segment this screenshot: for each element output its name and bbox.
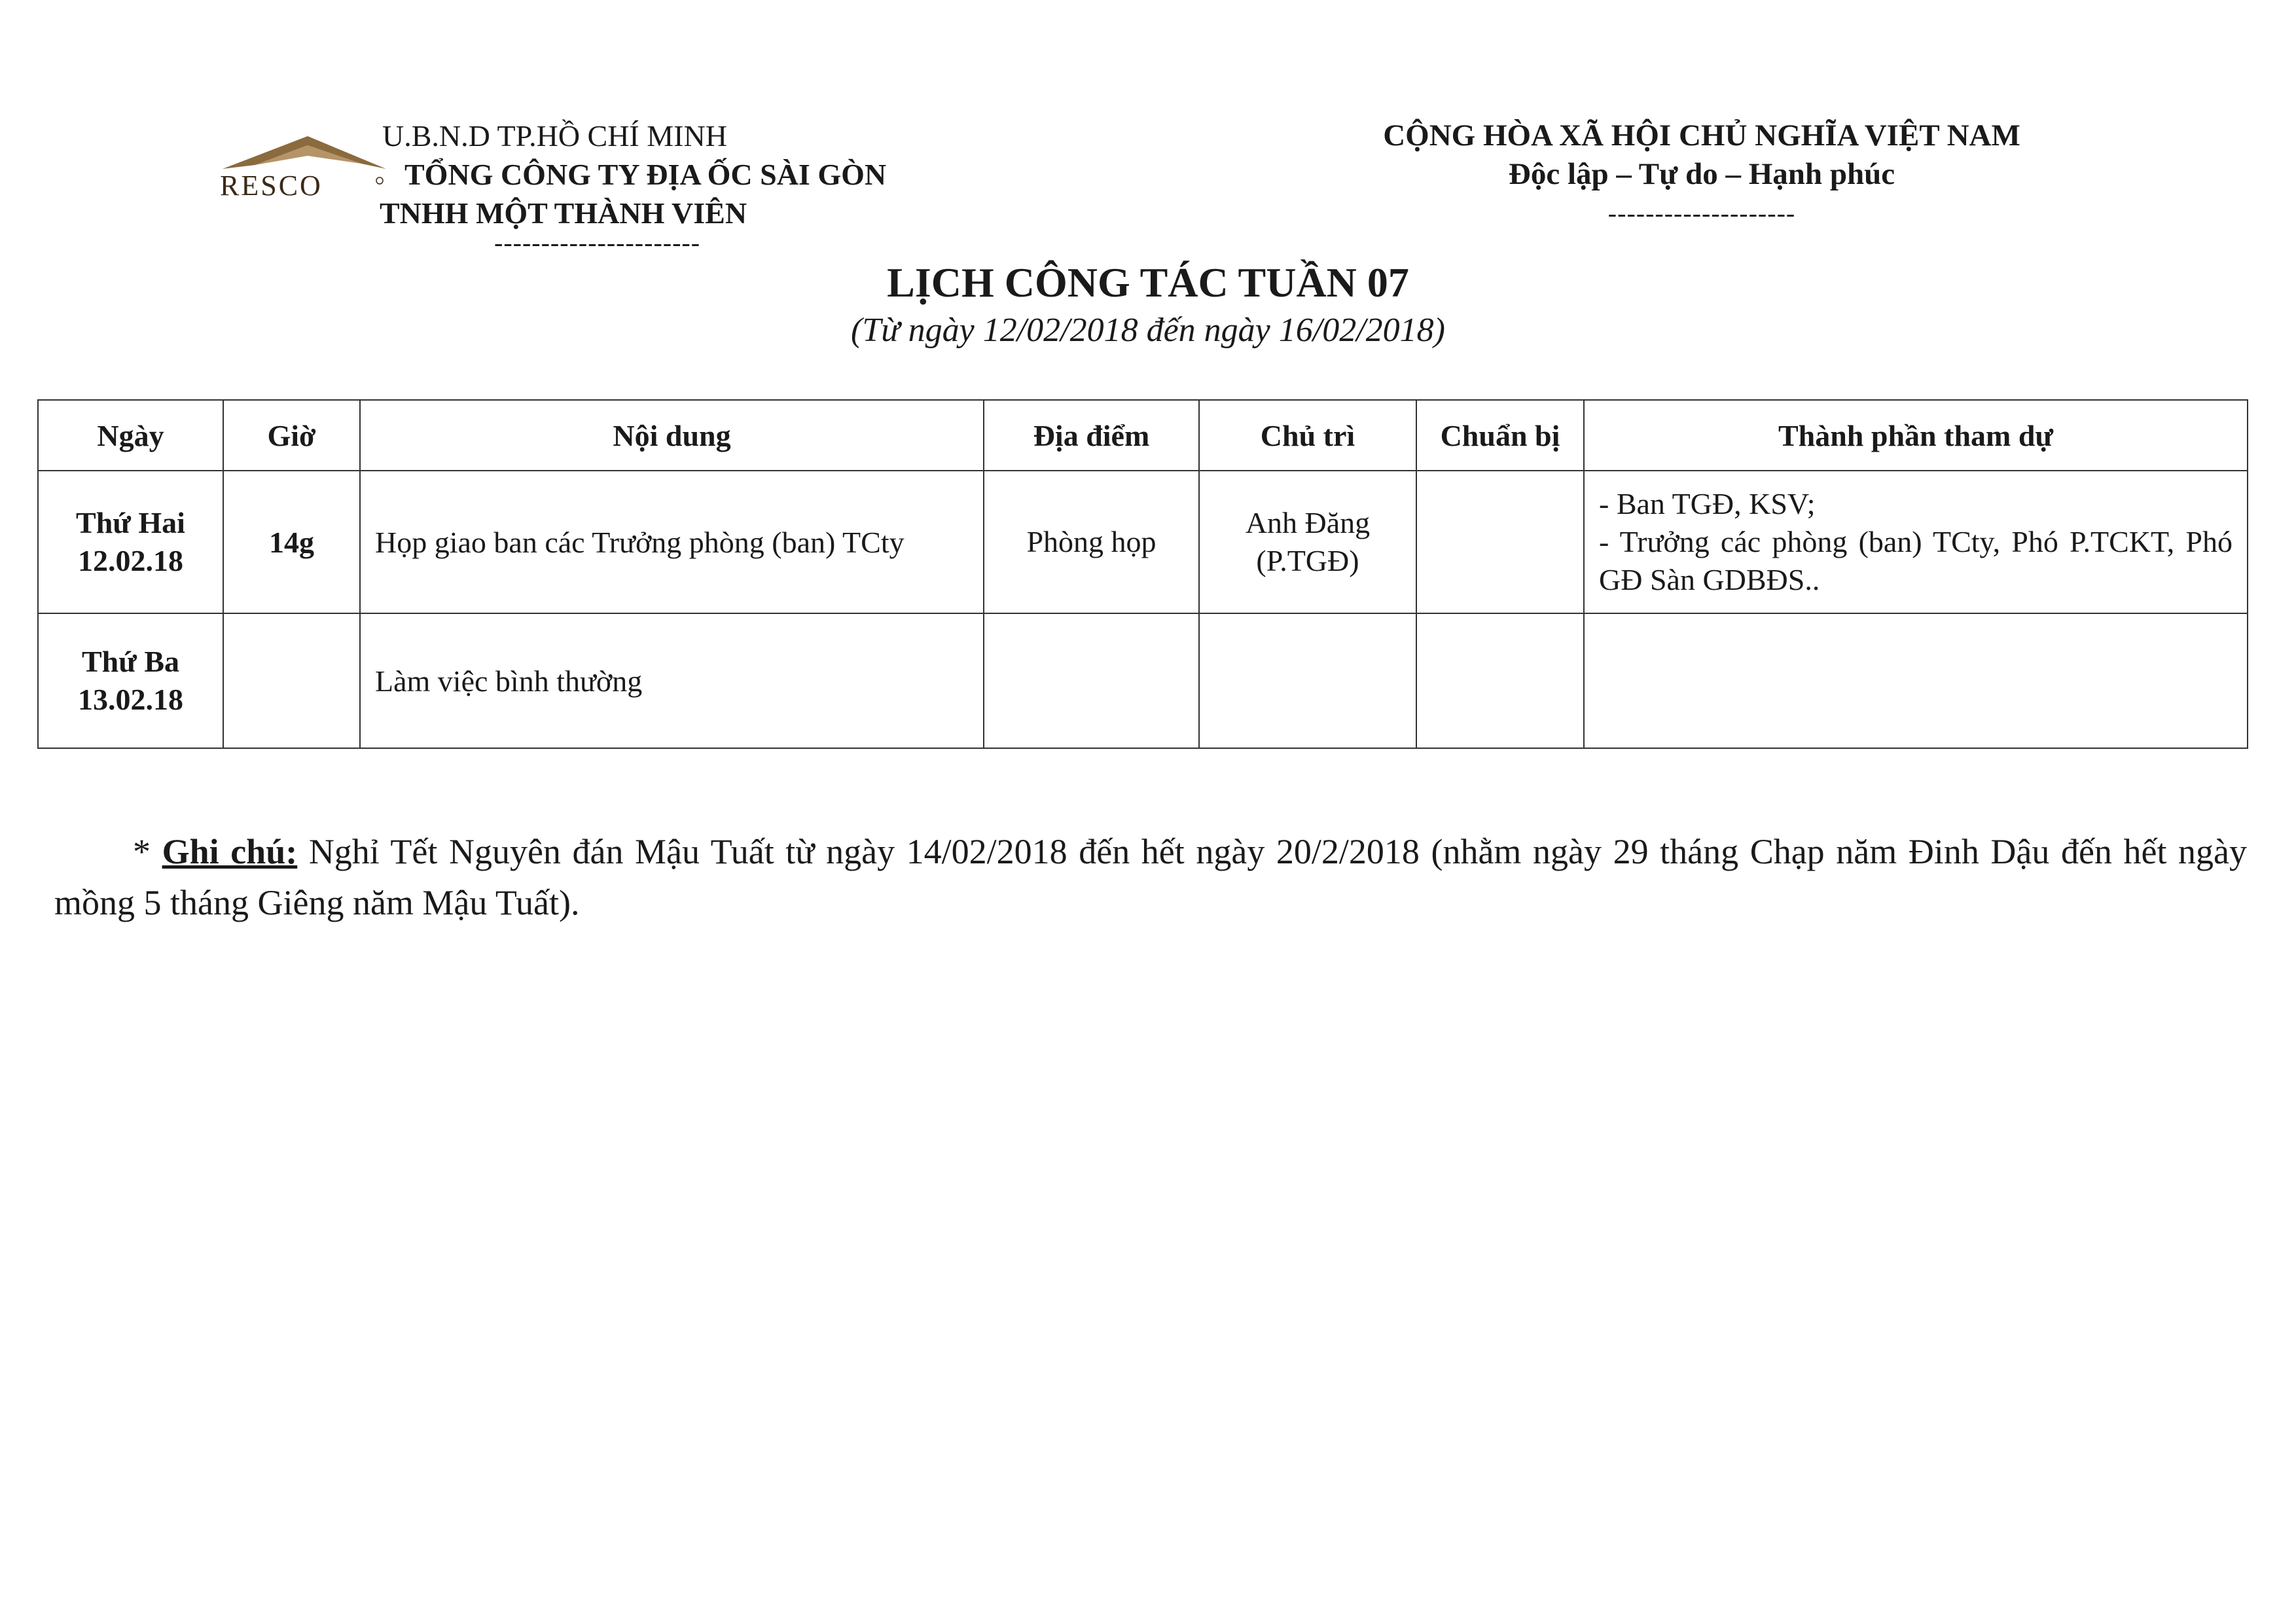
prepare-cell [1416,471,1584,613]
org-divider: ---------------------- [494,228,701,257]
attendees-cell [1584,613,2248,748]
table-row [38,613,2248,748]
header-time: Giờ [223,400,360,471]
nation-line-2: Độc lập – Tự do – Hạnh phúc [1508,157,1895,191]
header-location: Địa điểm [984,400,1199,471]
day-name: Thứ Hai [76,506,185,539]
time-cell: 14g [223,471,360,613]
table-header-row [38,400,2248,471]
org-line-1: U.B.N.D TP.HỒ CHÍ MINH [382,119,727,153]
note-label: Ghi chú: [162,832,298,871]
attendees-line-2: - Trưởng các phòng (ban) TCty, Phó P.TCKT, Phó GĐ Sàn GDBĐS.. [1599,525,2233,596]
day-date: 13.02.18 [78,683,183,716]
day-cell [38,613,223,748]
day-name: Thứ Ba [81,645,180,678]
header-host: Chủ trì [1199,400,1416,471]
logo-text: RESCO [220,170,323,202]
document-title: LỊCH CÔNG TÁC TUẦN 07 [887,259,1409,306]
document-subtitle: (Từ ngày 12/02/2018 đến ngày 16/02/2018) [851,312,1445,349]
nation-divider: -------------------- [1607,198,1796,228]
resco-logo [216,131,386,203]
table-row [38,471,2248,613]
day-cell [38,471,223,613]
content-cell: Làm việc bình thường [360,613,984,748]
host-cell [1199,471,1416,613]
header-day: Ngày [38,400,223,471]
time-cell [223,613,360,748]
note-prefix: * [133,832,162,871]
nation-line-1: CỘNG HÒA XÃ HỘI CHỦ NGHĨA VIỆT NAM [1383,118,2020,153]
day-date: 12.02.18 [78,544,183,577]
org-line-2: TỔNG CÔNG TY ĐỊA ỐC SÀI GÒN [404,158,887,191]
header-content: Nội dung [360,400,984,471]
location-cell: Phòng họp [984,471,1199,613]
host-name: Anh Đăng [1245,506,1371,539]
note-paragraph [54,826,2247,928]
organization-header [380,117,886,232]
header-prepare: Chuẩn bị [1416,400,1584,471]
note-text: Nghỉ Tết Nguyên đán Mậu Tuất từ ngày 14/02/2018 đến hết ngày 20/2/2018 (nhằm ngày 29 tháng Chạp năm Đinh Dậu đến hết ngày mồng 5 tháng Giêng năm Mậu Tuất). [54,832,2248,922]
attendees-line-1: - Ban TGĐ, KSV; [1599,487,1816,520]
content-cell: Họp giao ban các Trưởng phòng (ban) TCty [360,471,984,613]
schedule-table [37,399,2248,749]
attendees-cell [1584,471,2248,613]
host-cell [1199,613,1416,748]
org-line-3: TNHH MỘT THÀNH VIÊN [380,196,747,230]
header-attendees: Thành phần tham dự [1584,400,2248,471]
prepare-cell [1416,613,1584,748]
location-cell [984,613,1199,748]
host-title: (P.TGĐ) [1256,544,1359,577]
national-header [1342,117,2062,232]
